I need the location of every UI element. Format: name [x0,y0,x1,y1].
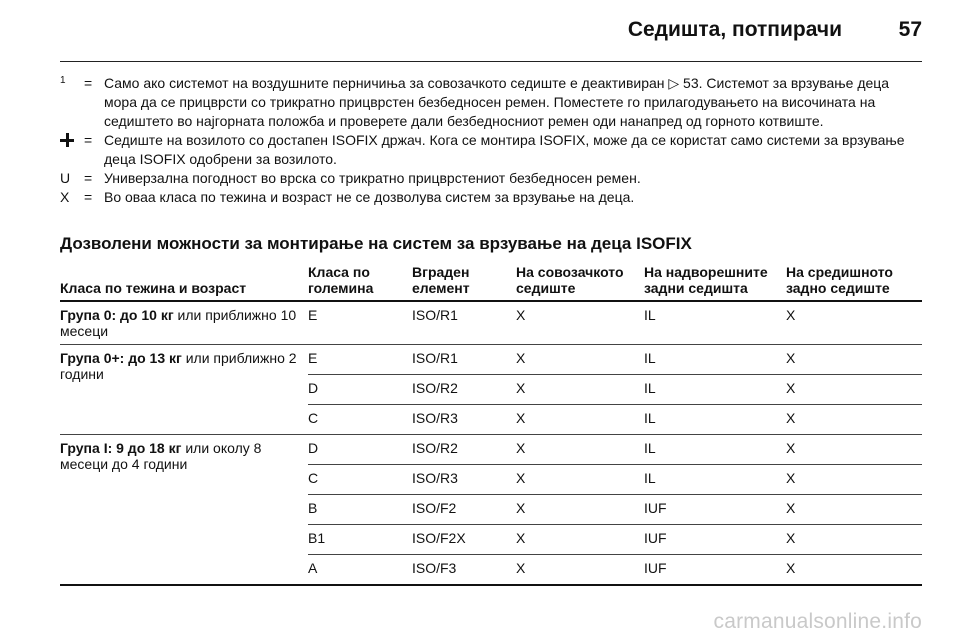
size-class-cell: C [308,465,412,495]
header-weight-class: Класа по тежина и возраст [60,280,247,296]
size-class-cell: D [308,435,412,465]
rear-outboard-cell: IL [644,435,786,465]
header-rear-center: На средишното задно седиште [786,264,893,296]
rear-outboard-cell: IUF [644,525,786,555]
size-class-cell: B [308,495,412,525]
footnote-symbol: 1 [60,75,66,86]
front-passenger-cell: X [516,375,644,405]
weight-class-cell [60,301,308,345]
table-header-row [60,264,922,301]
size-class-cell: D [308,375,412,405]
fixture-cell: ISO/R2 [412,435,516,465]
rear-outboard-cell: IL [644,301,786,345]
rear-outboard-cell: IL [644,405,786,435]
isofix-table [60,264,922,586]
weight-class-label: Група 0+: до 13 кг [60,350,182,366]
fixture-cell: ISO/R3 [412,405,516,435]
footnotes [60,74,922,207]
weight-class-age: или приближно 10 месеци [60,307,297,339]
size-class-cell: E [308,301,412,345]
front-passenger-cell: X [516,465,644,495]
rear-center-cell: X [786,345,922,375]
footnote-text: Само ако системот на воздушните перничиња за совозачкото седиште е деактивиран ▷ 53. Системот за врзување деца мора да се прицврсти со трикратно прицврстен безбедносен ремен. Поместете го прилагодувањето на височината на седиштето во најгорната положба и проверете дали безбедносниот ремен оди нанапред од горното котвиште. [104,75,890,129]
rear-outboard-cell: IL [644,375,786,405]
header-front-passenger: На совозачкото седиште [516,264,624,296]
footnote-symbol [60,131,84,169]
size-class-cell: C [308,405,412,435]
weight-class-cell [60,435,308,586]
front-passenger-cell: X [516,525,644,555]
weight-class-label: Група 0: до 10 кг [60,307,174,323]
fixture-cell: ISO/R1 [412,345,516,375]
footnote-equals: = [84,132,93,148]
weight-class-cell [60,345,308,435]
footnote-equals: = [84,189,93,205]
front-passenger-cell: X [516,495,644,525]
page-number: 57 [898,18,922,41]
size-class-cell: A [308,555,412,586]
front-passenger-cell: X [516,345,644,375]
fixture-cell: ISO/F2 [412,495,516,525]
front-passenger-cell: X [516,435,644,465]
rear-center-cell: X [786,435,922,465]
footnote-equals: = [84,170,93,186]
footnote-text: Универзална погодност во врска со трикратно прицврстениот безбедносен ремен. [104,170,641,186]
rear-outboard-cell: IUF [644,555,786,586]
rear-center-cell: X [786,495,922,525]
fixture-cell: ISO/R2 [412,375,516,405]
footnote-symbol: X [60,189,70,205]
rear-outboard-cell: IUF [644,495,786,525]
rear-center-cell: X [786,405,922,435]
header-rear-outboard: На надворешните задни седишта [644,264,768,296]
rear-center-cell: X [786,301,922,345]
page-title: Седишта, потпирачи [627,18,842,41]
header-size-class: Класа по големина [308,264,374,296]
footnote-text: Во оваа класа по тежина и возраст не се дозволува систем за врзување на деца. [104,189,635,205]
footnote-text: Седиште на возилото со достапен ISOFIX држач. Кога се монтира ISOFIX, може да се користат само системи за врзување деца ISOFIX одобрени за возилото. [104,132,905,167]
rear-center-cell: X [786,555,922,586]
header-fixture: Вграден елемент [412,264,470,296]
table-row [60,301,922,345]
front-passenger-cell: X [516,405,644,435]
page-header [60,12,922,42]
footnote-symbol: U [60,170,71,186]
footnote [60,169,922,188]
fixture-cell: ISO/F2X [412,525,516,555]
weight-class-age: или приближно 2 години [60,350,297,382]
front-passenger-cell: X [516,555,644,586]
size-class-cell: B1 [308,525,412,555]
rear-center-cell: X [786,375,922,405]
weight-class-age: или околу 8 месеци до 4 години [60,440,262,472]
watermark: carmanualsonline.info [713,610,922,633]
rear-outboard-cell: IL [644,465,786,495]
rear-outboard-cell: IL [644,345,786,375]
footnote-equals: = [84,75,93,91]
footnote [60,188,922,207]
rear-center-cell: X [786,465,922,495]
footnote [60,74,922,131]
fixture-cell: ISO/R3 [412,465,516,495]
size-class-cell: E [308,345,412,375]
front-passenger-cell: X [516,301,644,345]
fixture-cell: ISO/R1 [412,301,516,345]
rear-center-cell: X [786,525,922,555]
table-row [60,435,922,465]
weight-class-label: Група I: 9 до 18 кг [60,440,182,456]
section-title: Дозволени можности за монтирање на систем за врзување на деца ISOFIX [60,234,692,253]
plus-icon [60,133,74,147]
footnote [60,131,922,169]
header-divider [60,61,922,62]
fixture-cell: ISO/F3 [412,555,516,586]
table-row [60,345,922,375]
